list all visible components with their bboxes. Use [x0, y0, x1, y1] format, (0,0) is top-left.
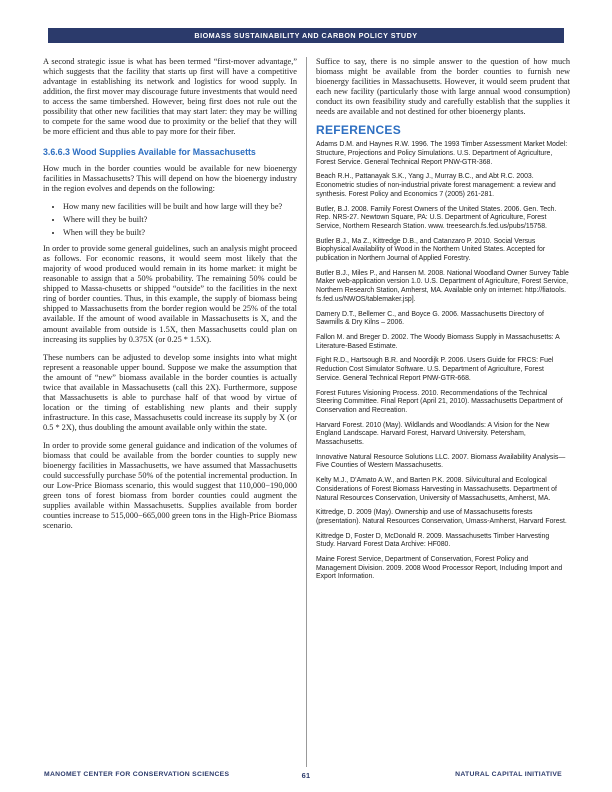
running-header: BIOMASS SUSTAINABILITY AND CARBON POLICY STUDY [48, 28, 564, 43]
paragraph: In order to provide some general guidelines, such an analysis might proceed as follows. For economic reasons, it would seem most likely that the majority of wood produced would remain in its home market: it might be reasonable to assign that a 50% probability. The remaining 50% could be shipped to Massa-chusetts or shipped “outside” to the facilities in the next ring of border counties. Thus, in this example, the supply of biomass being shipped to Massachusetts from the border region would be 25% of the total available. If the amount of wood available in Massachusetts is X, and the amount available from outside is 1.5X, then Massachusetts could plan on increasing its supplies by 0.375X (or 0.25 * 1.5X). [43, 244, 297, 344]
reference-entry: Damery D.T., Bellemer C., and Boyce G. 2006. Massachusetts Directory of Sawmills & Dry Kilns – 2006. [316, 310, 544, 327]
reference-entry: Fallon M. and Breger D. 2002. The Woody Biomass Supply in Massachusetts: A Literature-Based Estimate. [316, 333, 560, 350]
list-item: • When will they be built? [63, 228, 297, 238]
reference-entry: Beach R.H., Pattanayak S.K., Yang J., Murray B.C., and Abt R.C. 2003. Econometric studies of non-industrial private forest management: a review and synthesis. Forest Policy and Economics 7 (2005) 261-281. [316, 173, 556, 198]
reference-entry: Butler B.J., Ma Z., Kittredge D.B., and Catanzaro P. 2010. Social Versus Biophysical Availability of Wood in the Northern United States. Accepted for publication in Northern Journal of Applied Forestry. [316, 237, 546, 263]
paragraph: In order to provide some general guidance and indication of the volumes of biomass that could be available from the border counties to supply new bioenergy facilities in Massachusetts, we have assumed that Massachusetts could successfully purchase 50% of the potential incremental production. In our Low-Price Biomass scenario, this would suggest that 110,000−190,000 green tons of forest biomass from border counties could augment the supplies available within Massachusetts. Supplies available from border counties increase to 515,000−665,000 green tons in the High-Price Biomass scenario. [43, 441, 297, 531]
paragraph: How much in the border counties would be available for new bioenergy facilities in Massachusetts? This will depend on how the bioenergy industry in the region evolves and depends on the following: [43, 163, 297, 193]
question-list [43, 202, 297, 238]
list-item: • Where will they be built? [63, 215, 297, 225]
reference-entry: Kittredge, D. 2009 (May). Ownership and use of Massachusetts forests (presentation). Natural Resources Conservation, Umass-Amherst, Harvard Forest. [316, 509, 567, 525]
reference-entry: Kelty M.J., D’Amato A.W., and Barten P.K. 2008. Silvicultural and Ecological Considerations of Forest Biomass Harvesting in Massachusetts. Department of Natural Resources Conservation, University of Massachusetts, Amherst, MA. [316, 477, 557, 502]
list-item: • How many new facilities will be built and how large will they be? [63, 202, 297, 212]
right-column [316, 57, 570, 588]
paragraph: These numbers can be adjusted to develop some insights into what might represent a reasonable upper bound. Suppose we make the assumption that the amount of “new” biomass available in the border counties is actually twice that available in Massachusetts (call this 2X). Furthermore, suppose that Massachusetts is able to purchase half of that wood by virtue of location or the timing of establishing new plants and their supply infrastructure. In this case, Massachusetts could increase its supply by X (or 0.5 * 2X), thus doubling the amount available only within the state. [43, 352, 297, 432]
footer-initiative: NATURAL CAPITAL INITIATIVE [455, 771, 562, 778]
reference-entry: Butler, B.J. 2008. Family Forest Owners of the United States. 2006. Gen. Tech. Rep. NRS-27. Newtown Square, PA: U.S. Department of Agriculture, Forest Service, Northern Research Station. www. treesearch.fs.fed.us/pubs/15758. [316, 205, 557, 230]
column-divider [306, 57, 307, 767]
reference-entry: Kittredge D, Foster D, McDonald R. 2009. Massachusetts Timber Harvesting Study. Harvard Forest Data Archive: HF080. [316, 532, 550, 549]
paragraph: A second strategic issue is what has been termed “first-mover advantage,” which suggests that the facility that starts up first will have a competitive advantage in establishing its network and logistics for wood supply. In addition, the first mover may discourage future investments that would need to access the same timbershed. However, being first does not rule out the possibility that other new facilities that may start later: they may be willing to compete for the same wood due to proximity or the belief that they will be more efficient and thus able to pay more for their fiber. [43, 57, 297, 137]
reference-entry: Harvard Forest. 2010 (May). Wildlands and Woodlands: A Vision for the New England Landscape. Harvard Forest, Harvard University. Petersham, Massachusetts. [316, 421, 550, 447]
reference-entry: Maine Forest Service, Department of Conservation, Forest Policy and Management Division. 2009. 2008 Wood Processor Report, Including Import and Export Information. [316, 556, 563, 581]
left-column [43, 57, 297, 539]
paragraph: Suffice to say, there is no simple answer to the question of how much biomass might be available from the border counties to furnish new bioenergy facilities in Massachusetts. However, it would seem prudent that each new facility (particularly those with large annual wood consumption) conduct its own feasibility study and carefully establish that the supplies it needs are available and not destined for other bioenergy plants. [316, 57, 570, 117]
section-heading: 3.6.6.3 Wood Supplies Available for Massachusetts [43, 147, 256, 158]
reference-entry: Innovative Natural Resource Solutions LLC. 2007. Biomass Availability Analysis—Five Counties of Western Massachusetts. [316, 453, 566, 470]
page-number: 61 [301, 771, 311, 780]
footer-org: MANOMET CENTER FOR CONSERVATION SCIENCES [44, 771, 230, 778]
reference-entry: Adams D.M. and Haynes R.W. 1996. The 1993 Timber Assessment Market Model: Structure, Projections and Policy Simulations. U.S. Department of Agriculture, Forest Service. General Technical Report PNW-GTR-368. [316, 141, 568, 166]
reference-entry: Fight R.D., Hartsough B.R. and Noordijk P. 2006. Users Guide for FRCS: Fuel Reduction Cost Simulator Software. U.S. Department of Agriculture, Forest Service. General Technical Report PNW-GTR-668. [316, 357, 554, 382]
reference-entry: Forest Futures Visioning Process. 2010. Recommendations of the Technical Steering Committee. Final Report (April 21, 2010). Massachusetts Department of Conservation and Recreation. [316, 389, 563, 414]
reference-entry: Butler B.J., Miles P., and Hansen M. 2008. National Woodland Owner Survey Table Maker web-application version 1.0. U.S. Department of Agriculture, Forest Service, Northern Research Station, Amherst, MA. Available only on internet: http://fiatools. fs.fed.us/NWOS/tablemaker.jsp]. [316, 269, 569, 303]
references-heading: REFERENCES [316, 123, 402, 138]
